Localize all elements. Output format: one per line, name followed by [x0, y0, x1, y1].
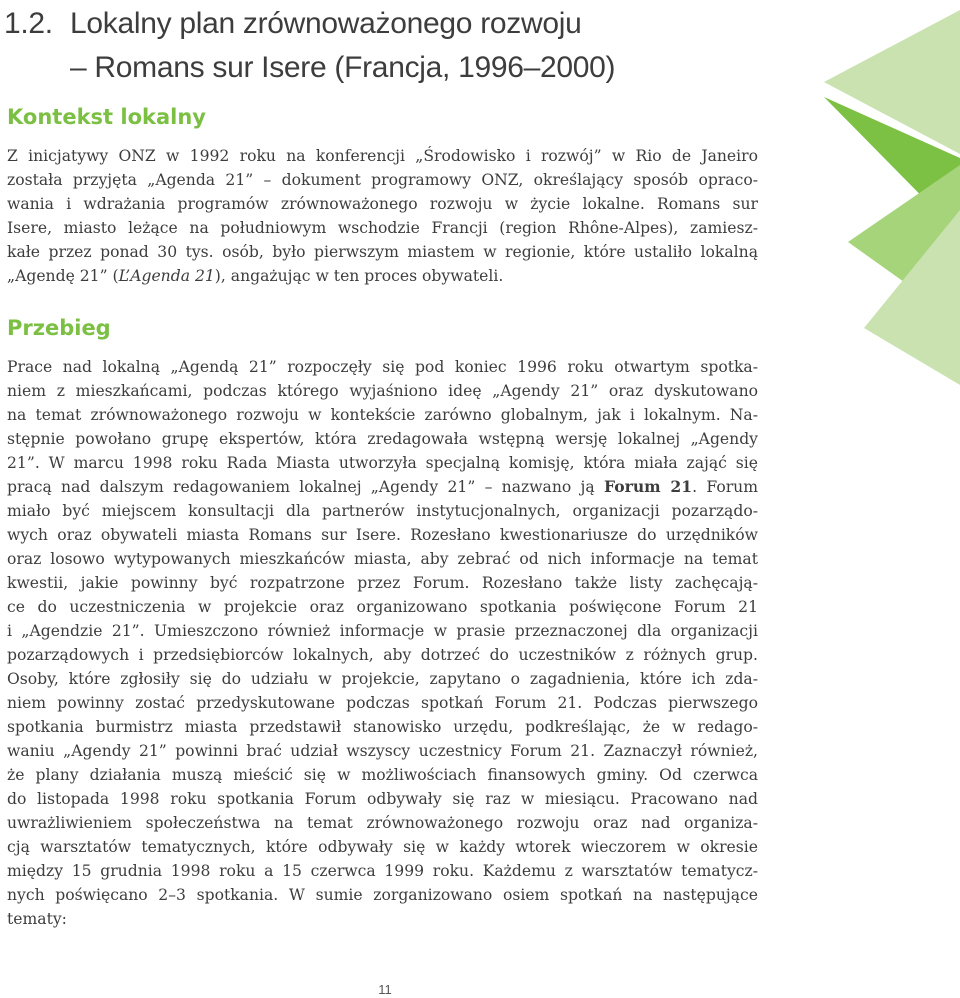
text-line: oraz losowo wytypowanych mieszkańców miasta, aby zebrać od nich informacje na temat — [7, 550, 758, 568]
bold-term: Forum 21 — [603, 477, 693, 496]
decorative-triangles — [824, 0, 960, 390]
heading-kontekst: Kontekst lokalny — [7, 105, 206, 129]
text-line: miało być miejscem konsultacji dla partnerów instytucjonalnych, organizacji pozarządo- — [7, 502, 758, 520]
text-line: waniu „Agendy 21” powinni brać udział wszyscy uczestnicy Forum 21. Zaznaczył również, — [7, 742, 758, 760]
text-line: wania i wdrażania programów zrównoważonego rozwoju w życie lokalne. Romans sur — [7, 195, 758, 213]
text-line: spotkania burmistrz miasta przedstawił stanowisko urzędu, podkreślając, że w redago- — [7, 718, 758, 736]
text-line: cją warsztatów tematycznych, które odbywały się w każdy wtorek wieczorem w okresie — [7, 838, 758, 856]
text-line: kałe przez ponad 30 tys. osób, było pierwszym miastem w regionie, które ustaliło lokalną — [7, 243, 758, 261]
text-line: niem powinny zostać przedyskutowane podczas spotkań Forum 21. Podczas pierwszego — [7, 694, 758, 712]
text-line: i „Agendzie 21”. Umieszczono również informacje w prasie przeznaczonej dla organizacji — [7, 622, 758, 640]
text-line: na temat zrównoważonego rozwoju w kontekście zarówno globalnym, jak i lokalnym. Na- — [7, 406, 758, 424]
text-line: że plany działania muszą mieścić się w możliwościach finansowych gminy. Od czerwca — [7, 766, 758, 784]
text-line: Isere, miasto leżące na południowym wschodzie Francji (region Rhône-Alpes), zamiesz- — [7, 219, 758, 237]
text-line: 21”. W marcu 1998 roku Rada Miasta utworzyła specjalną komisję, która miała zająć się — [7, 454, 758, 472]
text-line: „Agendę 21” (L’Agenda 21), angażując w ten proces obywateli. — [7, 267, 504, 285]
text-line: nych poświęcano 2–3 spotkania. W sumie zorganizowano osiem spotkań na następujące — [7, 886, 758, 904]
text-line: między 15 grudnia 1998 roku a 15 czerwca 1999 roku. Każdemu z warsztatów tematycz- — [7, 862, 758, 880]
text-line: uwrażliwieniem społeczeństwa na temat zrównoważonego rozwoju oraz nad organiza- — [7, 814, 758, 832]
paragraph-kontekst — [7, 144, 758, 288]
chapter-title-line2: – Romans sur Isere (Francja, 1996–2000) — [70, 51, 616, 84]
text-line: ce do uczestniczenia w projekcie oraz organizowano spotkania poświęcone Forum 21 — [7, 598, 758, 616]
text-line: stępnie powołano grupę ekspertów, która zredagowała wstępną wersję lokalnej „Agendy — [7, 430, 758, 448]
text-line: została przyjęta „Agenda 21” – dokument programowy ONZ, określający sposób opraco- — [7, 171, 758, 189]
text-line: Z inicjatywy ONZ w 1992 roku na konferencji „Środowisko i rozwój” w Rio de Janeiro — [7, 147, 758, 165]
text-line: tematy: — [7, 910, 67, 928]
text-line: wych oraz obywateli miasta Romans sur Isere. Rozesłano kwestionariusze do urzędników — [7, 526, 758, 544]
paragraph-przebieg — [7, 355, 758, 931]
text-line: Osoby, które zgłosiły się do udziału w projekcie, zapytano o zagadnienia, które ich zda- — [7, 670, 758, 688]
text-line: pracą nad dalszym redagowaniem lokalnej „Agendy 21” – nazwano ją Forum 21. Forum — [7, 477, 759, 496]
heading-przebieg: Przebieg — [7, 316, 111, 340]
chapter-number: 1.2. — [4, 7, 53, 40]
page-number: 11 — [378, 982, 392, 997]
text-line: pozarządowych i przedsiębiorców lokalnych, aby dotrzeć do uczestników z różnych grup. — [7, 646, 758, 664]
text-line: Prace nad lokalną „Agendą 21” rozpoczęły się pod koniec 1996 roku otwartym spotka- — [7, 358, 758, 376]
italic-title: L’Agenda 21 — [118, 267, 215, 285]
chapter-title-line1: Lokalny plan zrównoważonego rozwoju — [70, 7, 582, 40]
text-line: kwestii, jakie powinny być rozpatrzone przez Forum. Rozesłano także listy zachęcają- — [7, 574, 758, 592]
text-line: do listopada 1998 roku spotkania Forum odbywały się raz w miesiącu. Pracowano nad — [7, 790, 758, 808]
chapter-title — [4, 2, 615, 90]
text-line: niem z mieszkańcami, podczas którego wyjaśniono ideę „Agendy 21” oraz dyskutowano — [7, 382, 758, 400]
